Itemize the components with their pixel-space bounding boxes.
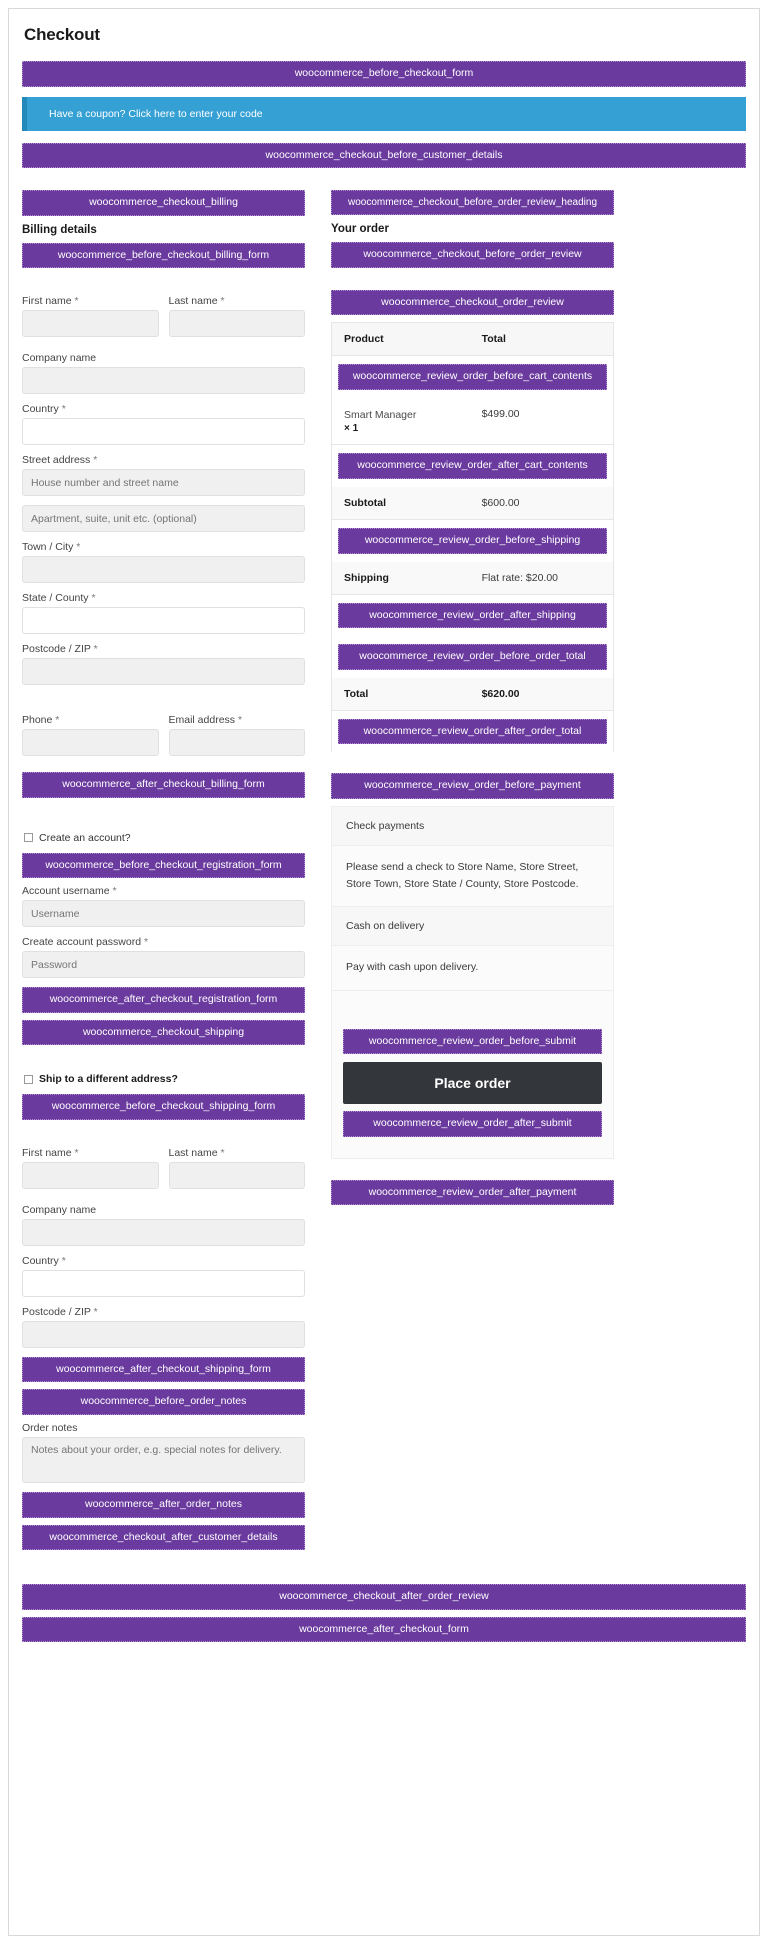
billing-last-name-input[interactable] [169,310,306,337]
hook-row [332,445,613,487]
hook-checkout-after-customer-details: woocommerce_checkout_after_customer_details [22,1525,305,1551]
billing-postcode-label: Postcode / ZIP * [22,643,98,656]
shipping-postcode-label: Postcode / ZIP * [22,1305,98,1318]
hook-checkout-billing: woocommerce_checkout_billing [22,190,305,216]
shipping-first-name-field [22,1141,159,1189]
account-username-input[interactable] [22,900,305,927]
shipping-country-label: Country * [22,1254,66,1267]
hook-cell [332,594,613,636]
billing-country-field [22,403,305,445]
hook-checkout-after-order-review: woocommerce_checkout_after_order_review [22,1584,746,1610]
shipping-company-field [22,1204,305,1246]
billing-company-label: Company name [22,352,97,365]
hook-cell [332,356,613,398]
order-notes-label: Order notes [22,1422,78,1435]
shipping-postcode-input[interactable] [22,1321,305,1348]
hook-review-order-after-cart-contents: woocommerce_review_order_after_cart_contents [338,453,607,479]
billing-email-label: Email address * [168,714,243,727]
billing-city-field [22,541,305,583]
hook-review-order-after-order-total: woocommerce_review_order_after_order_total [338,719,607,745]
your-order-heading: Your order [331,223,389,236]
subtotal-label: Subtotal [332,487,470,520]
shipping-label: Shipping [332,562,470,595]
billing-city-input[interactable] [22,556,305,583]
hook-before-checkout-billing-form: woocommerce_before_checkout_billing_form [22,243,305,269]
hook-review-order-before-cart-contents: woocommerce_review_order_before_cart_contents [338,364,607,390]
account-username-label: Account username * [22,885,117,898]
required-mark: * [220,1146,225,1159]
shipping-last-name-field [169,1127,306,1189]
shipping-company-label: Company name [22,1203,97,1216]
order-table-body [332,356,613,753]
billing-first-name-label: First name * [22,295,79,308]
ship-different-row[interactable] [24,1073,305,1085]
billing-first-name-field [22,289,159,337]
ship-different-checkbox[interactable] [24,1075,33,1084]
billing-address-2-input[interactable] [22,505,305,532]
column-header-product: Product [332,323,470,356]
hook-before-checkout-shipping-form: woocommerce_before_checkout_shipping_form [22,1094,305,1120]
cart-item-total: $499.00 [470,398,613,445]
payment-method-check-description: Please send a check to Store Name, Store Street, Store Town, Store State / County, Store Postcode. [332,845,613,907]
place-order-button[interactable]: Place order [343,1062,602,1104]
billing-street2-field [22,505,305,532]
required-mark: * [93,643,98,656]
hook-before-checkout-form: woocommerce_before_checkout_form [22,61,746,87]
order-notes-input[interactable] [22,1437,305,1483]
billing-contact-row [22,694,305,765]
billing-details-heading: Billing details [22,223,97,236]
billing-email-input[interactable] [169,729,306,756]
billing-postcode-input[interactable] [22,658,305,685]
required-mark: * [61,1254,66,1267]
hook-cell [332,520,613,562]
billing-last-name-field [169,275,306,337]
order-total-label: Total [332,678,470,711]
shipping-country-select[interactable] [22,1270,305,1297]
coupon-toggle[interactable]: Have a coupon? Click here to enter your code [22,97,746,131]
hook-after-checkout-shipping-form: woocommerce_after_checkout_shipping_form [22,1357,305,1383]
required-mark: * [144,936,149,949]
hook-checkout-order-review: woocommerce_checkout_order_review [331,290,614,316]
payment-methods [331,806,614,1159]
hook-cell [332,710,613,752]
required-mark: * [112,885,117,898]
required-mark: * [237,714,243,727]
billing-postcode-field [22,643,305,685]
shipping-value: Flat rate: $20.00 [470,562,613,595]
billing-address-1-input[interactable] [22,469,305,496]
hook-checkout-before-order-review: woocommerce_checkout_before_order_review [331,242,614,268]
billing-company-input[interactable] [22,367,305,394]
billing-street-label: Street address * [22,454,98,467]
billing-country-label: Country * [22,403,66,416]
billing-email-field [169,694,306,756]
create-account-row[interactable] [24,832,305,844]
billing-state-select[interactable] [22,607,305,634]
shipping-country-field [22,1255,305,1297]
shipping-first-name-input[interactable] [22,1162,159,1189]
billing-street-field [22,454,305,496]
required-mark: * [74,1146,79,1159]
hook-review-order-after-payment: woocommerce_review_order_after_payment [331,1180,614,1206]
hook-review-order-before-order-total: woocommerce_review_order_before_order_total [338,644,607,670]
hook-cell [332,636,613,678]
billing-first-name-input[interactable] [22,310,159,337]
billing-country-select[interactable] [22,418,305,445]
billing-company-field [22,352,305,394]
hook-cell [332,445,613,487]
hook-before-order-notes: woocommerce_before_order_notes [22,1389,305,1415]
billing-last-name-label: Last name * [168,295,225,308]
payment-method-cod-description: Pay with cash upon delivery. [332,945,613,989]
page-title: Checkout [24,25,100,44]
place-order-area [332,1016,613,1158]
order-review-table [332,323,613,752]
required-mark: * [93,1305,98,1318]
hook-checkout-shipping: woocommerce_checkout_shipping [22,1020,305,1046]
billing-name-row [22,275,305,346]
create-account-label: Create an account? [39,831,131,844]
hook-review-order-after-submit: woocommerce_review_order_after_submit [343,1111,602,1137]
hook-row [332,520,613,562]
hook-review-order-before-payment: woocommerce_review_order_before_payment [331,773,614,799]
hook-row [332,594,613,636]
hook-review-order-before-submit: woocommerce_review_order_before_submit [343,1029,602,1055]
table-row [332,487,613,520]
hook-after-checkout-billing-form: woocommerce_after_checkout_billing_form [22,772,305,798]
checkout-columns [22,183,746,1557]
hook-checkout-before-customer-details: woocommerce_checkout_before_customer_details [22,143,746,169]
required-mark: * [74,295,79,308]
payment-spacer [332,990,613,1016]
shipping-last-name-input[interactable] [169,1162,306,1189]
order-review-column [331,183,614,1212]
table-row [332,678,613,711]
required-mark: * [91,592,96,605]
order-total-value: $620.00 [470,678,613,711]
hook-after-checkout-form: woocommerce_after_checkout_form [22,1617,746,1643]
billing-state-field [22,592,305,634]
billing-phone-input[interactable] [22,729,159,756]
hook-row [332,710,613,752]
table-row [332,562,613,595]
cart-item-quantity: × 1 [344,423,359,435]
ship-different-label: Ship to a different address? [39,1073,178,1086]
order-review-table-wrap [331,322,614,752]
cart-item-name: Smart Manager [344,408,417,421]
billing-phone-label: Phone * [22,714,60,727]
account-password-field [22,936,305,978]
required-mark: * [55,714,60,727]
order-table-header-row [332,323,613,356]
billing-state-label: State / County * [22,592,96,605]
required-mark: * [220,295,225,308]
order-notes-field [22,1422,305,1483]
account-username-field [22,885,305,927]
table-row [332,398,613,445]
required-mark: * [93,454,98,467]
shipping-name-row [22,1127,305,1198]
payment-method-check[interactable]: Check payments [332,806,613,845]
cart-item-name-cell [332,398,470,445]
hook-checkout-before-order-review-heading: woocommerce_checkout_before_order_review_heading [331,190,614,215]
hook-review-order-after-shipping: woocommerce_review_order_after_shipping [338,603,607,629]
required-mark: * [76,541,81,554]
subtotal-value: $600.00 [470,487,613,520]
shipping-company-input[interactable] [22,1219,305,1246]
customer-details-column [22,183,305,1557]
shipping-first-name-label: First name * [22,1146,79,1159]
account-password-input[interactable] [22,951,305,978]
hook-after-checkout-registration-form: woocommerce_after_checkout_registration_form [22,987,305,1013]
hook-after-order-notes: woocommerce_after_order_notes [22,1492,305,1518]
hook-row [332,356,613,398]
checkout-frame [8,8,760,1936]
create-account-checkbox[interactable] [24,833,33,842]
billing-phone-field [22,708,159,756]
hook-review-order-before-shipping: woocommerce_review_order_before_shipping [338,528,607,554]
order-table-head [332,323,613,356]
hook-row [332,636,613,678]
payment-method-cod[interactable]: Cash on delivery [332,906,613,945]
required-mark: * [61,403,66,416]
account-password-label: Create account password * [22,936,149,949]
shipping-postcode-field [22,1306,305,1348]
hook-before-checkout-registration-form: woocommerce_before_checkout_registration_form [22,853,305,879]
column-header-total: Total [470,323,613,356]
billing-city-label: Town / City * [22,541,81,554]
shipping-last-name-label: Last name * [168,1146,225,1159]
